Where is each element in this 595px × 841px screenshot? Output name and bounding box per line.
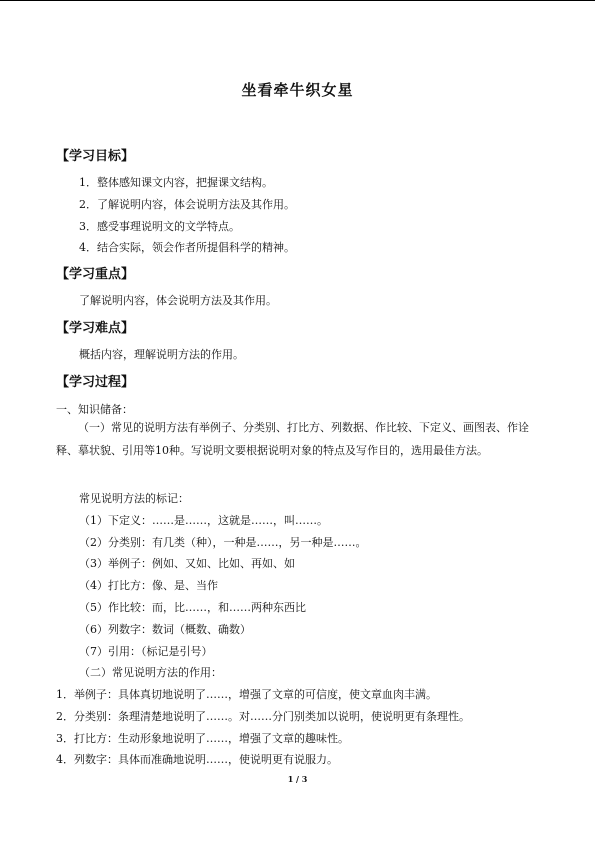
marker-item: （5）作比较：而，比……，和……两种东西比 (79, 601, 306, 614)
difficulties-text: 概括内容，理解说明方法的作用。 (79, 348, 244, 361)
effect-item: 3．打比方：生动形象地说明了……，增强了文章的趣味性。 (56, 732, 349, 745)
marker-item: （4）打比方：像、是、当作 (79, 579, 218, 592)
marker-item: （3）举例子：例如、又如、比如、再如、如 (79, 557, 295, 570)
methods-paragraph: （一）常见的说明方法有举例子、分类别、打比方、列数据、作比较、下定义、画图表、作诠释、摹状貌、引用等10种。写说明文要根据说明对象的特点及写作目的，选用最佳方法。 (56, 421, 529, 457)
marker-item: （2）分类别：有几类（种），一种是……，另一种是……。 (79, 536, 367, 549)
goal-item: 1．整体感知课文内容，把握课文结构。 (79, 176, 273, 189)
goal-item: 4．结合实际，领会作者所提倡科学的精神。 (79, 241, 295, 254)
page-title: 坐看牵牛织女星 (241, 81, 354, 99)
difficulties-heading: 【学习难点】 (56, 321, 135, 336)
key-points-heading: 【学习重点】 (56, 267, 135, 282)
marker-item: （7）引用：（标记是引号） (79, 645, 213, 658)
effect-item: 1．举例子：具体真切地说明了……，增强了文章的可信度，使文章血肉丰满。 (56, 688, 437, 701)
marker-item: （1）下定义：……是……，这就是……，叫……。 (79, 514, 328, 527)
process-intro: 一、知识储备： (56, 403, 133, 416)
page-number: 1 / 3 (287, 774, 308, 784)
goal-item: 2．了解说明内容，体会说明方法及其作用。 (79, 198, 295, 211)
key-points-text: 了解说明内容，体会说明方法及其作用。 (79, 294, 277, 307)
effect-item: 2．分类别：条理清楚地说明了……。对……分门别类加以说明，使说明更有条理性。 (56, 710, 470, 723)
marker-item: （6）列数字：数词（概数、确数） (79, 623, 251, 636)
effect-item: 4．列数字：具体而准确地说明……，使说明更有说服力。 (56, 753, 338, 766)
effects-title: （二）常见说明方法的作用： (79, 666, 222, 679)
goal-item: 3．感受事理说明文的文学特点。 (79, 220, 240, 233)
top-rule (0, 0, 595, 1)
goals-heading: 【学习目标】 (56, 149, 135, 164)
markers-title: 常见说明方法的标记： (79, 492, 189, 505)
process-heading: 【学习过程】 (56, 375, 135, 390)
